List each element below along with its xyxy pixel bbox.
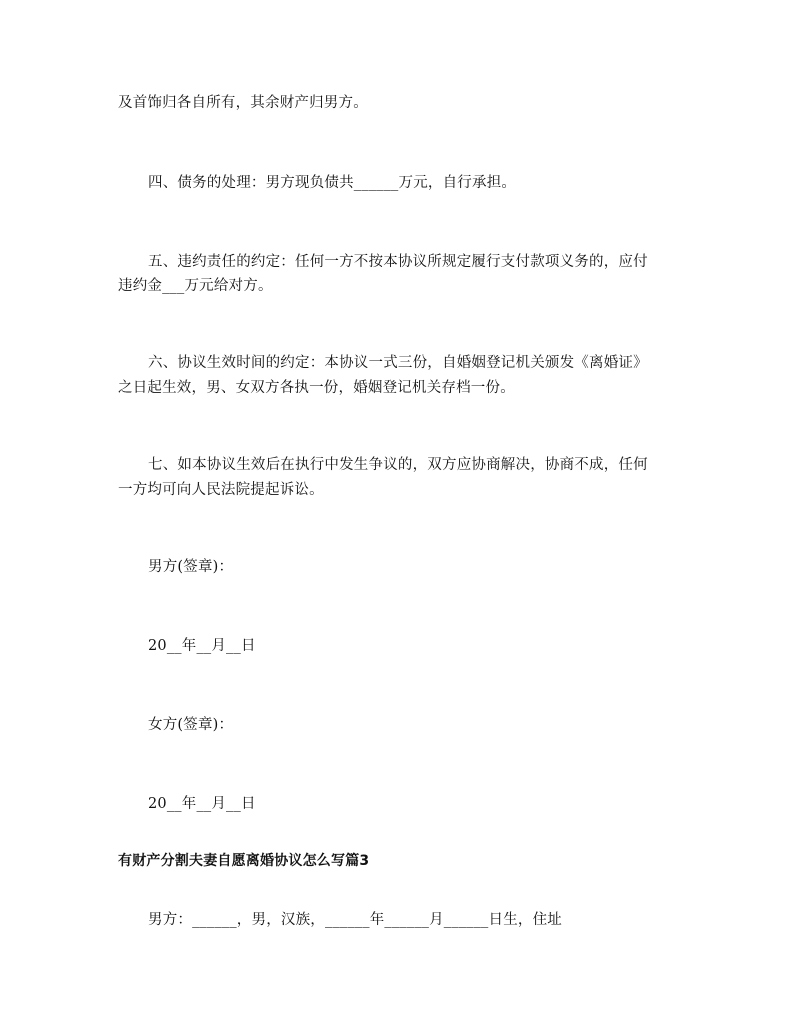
dispute-clause-line-2: 一方均可向人民法院提起诉讼。 [118,482,324,498]
effective-clause-line-2: 之日起生效，男、女双方各执一份，婚姻登记机关存档一份。 [118,380,515,396]
male-signature-label: 男方(签章)： [148,559,234,575]
female-signature-label: 女方(签章)： [148,717,234,733]
breach-clause-line-2: 违约金___万元给对方。 [118,278,273,294]
male-party-info: 男方：______，男，汉族，______年______月______日生，住址 [148,912,562,928]
male-signature-date: 20__年__月__日 [148,638,256,654]
property-clause-continuation: 及首饰归各自所有，其余财产归男方。 [118,95,368,111]
female-signature-date: 20__年__月__日 [148,796,256,812]
debt-clause: 四、债务的处理：男方现负债共______万元，自行承担。 [148,175,517,191]
breach-clause-line-1: 五、违约责任的约定：任何一方不按本协议所规定履行支付款项义务的，应付 [148,254,648,270]
dispute-clause-line-1: 七、如本协议生效后在执行中发生争议的，双方应协商解决，协商不成，任何 [148,457,648,473]
section-heading: 有财产分割夫妻自愿离婚协议怎么写篇3 [118,853,370,869]
effective-clause-line-1: 六、协议生效时间的约定：本协议一式三份，自婚姻登记机关颁发《离婚证》 [148,355,648,371]
